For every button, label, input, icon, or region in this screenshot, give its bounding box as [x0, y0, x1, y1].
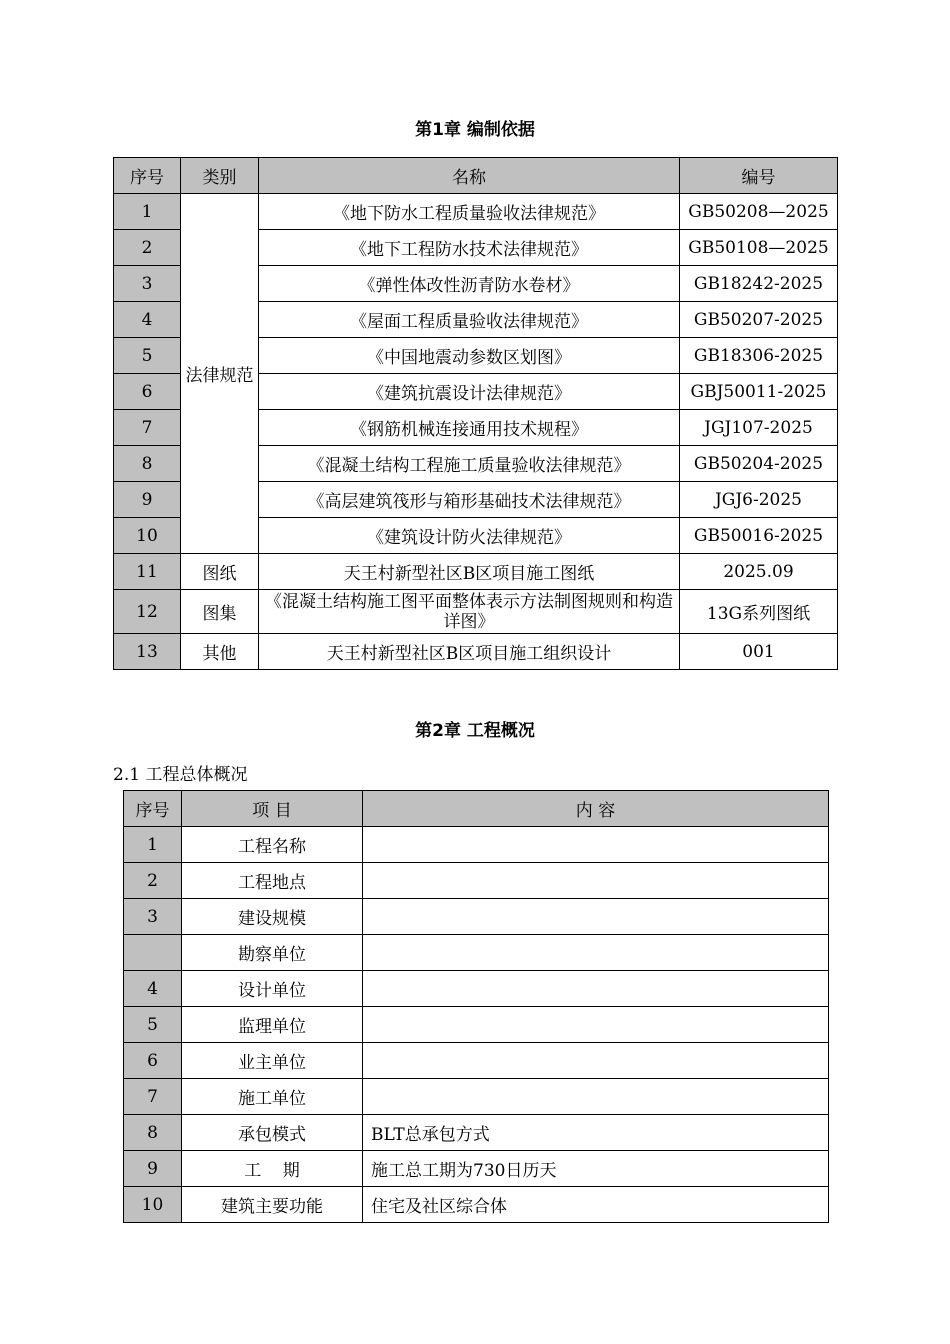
row-no: 10 [124, 1187, 182, 1223]
row-name: 《建筑设计防火法律规范》 [259, 518, 680, 554]
row-item: 勘察单位 [182, 935, 363, 971]
table-row [124, 1115, 829, 1151]
row-content: 施工总工期为730日历天 [363, 1151, 829, 1187]
row-content [363, 1043, 829, 1079]
row-code: JGJ107-2025 [680, 410, 838, 446]
row-name: 《混凝土结构工程施工质量验收法律规范》 [259, 446, 680, 482]
row-item: 业主单位 [182, 1043, 363, 1079]
row-code: GB50204-2025 [680, 446, 838, 482]
table-row [124, 863, 829, 899]
row-category: 图纸 [181, 554, 259, 590]
row-code: GB50016-2025 [680, 518, 838, 554]
row-content [363, 899, 829, 935]
row-no: 6 [124, 1043, 182, 1079]
header-category: 类别 [181, 158, 259, 194]
row-content: BLT总承包方式 [363, 1115, 829, 1151]
row-no: 9 [114, 482, 181, 518]
table-row [124, 1079, 829, 1115]
row-name: 《地下工程防水技术法律规范》 [259, 230, 680, 266]
row-content [363, 935, 829, 971]
overview-table-header [124, 791, 829, 827]
header-name: 名称 [259, 158, 680, 194]
table-row [124, 1187, 829, 1223]
row-item: 建筑主要功能 [182, 1187, 363, 1223]
row-content [363, 971, 829, 1007]
row-item: 监理单位 [182, 1007, 363, 1043]
row-no: 3 [124, 899, 182, 935]
table-row [124, 935, 829, 971]
row-no: 13 [114, 634, 181, 670]
row-no: 10 [114, 518, 181, 554]
row-code: GB50108—2025 [680, 230, 838, 266]
row-content [363, 827, 829, 863]
table-row [124, 827, 829, 863]
table-row [114, 194, 838, 230]
row-code: GB18242-2025 [680, 266, 838, 302]
row-code: GB50207-2025 [680, 302, 838, 338]
row-content [363, 1079, 829, 1115]
row-name: 《屋面工程质量验收法律规范》 [259, 302, 680, 338]
row-no: 8 [114, 446, 181, 482]
row-name: 天王村新型社区B区项目施工组织设计 [259, 634, 680, 670]
table-row [124, 1007, 829, 1043]
overview-table [123, 790, 829, 1223]
table-row [124, 971, 829, 1007]
row-content: 住宅及社区综合体 [363, 1187, 829, 1223]
row-no: 11 [114, 554, 181, 590]
row-item: 设计单位 [182, 971, 363, 1007]
row-no: 8 [124, 1115, 182, 1151]
row-no: 1 [124, 827, 182, 863]
row-item: 施工单位 [182, 1079, 363, 1115]
row-no: 2 [114, 230, 181, 266]
row-code: GB50208—2025 [680, 194, 838, 230]
row-item: 工 期 [182, 1151, 363, 1187]
header-content: 内 容 [363, 791, 829, 827]
row-no: 1 [114, 194, 181, 230]
table-row [124, 1043, 829, 1079]
basis-table [113, 157, 838, 670]
row-name: 《建筑抗震设计法律规范》 [259, 374, 680, 410]
row-code: 13G系列图纸 [680, 590, 838, 634]
row-item: 承包模式 [182, 1115, 363, 1151]
row-name: 《中国地震动参数区划图》 [259, 338, 680, 374]
row-item: 建设规模 [182, 899, 363, 935]
row-no: 4 [114, 302, 181, 338]
table-row [114, 554, 838, 590]
row-name: 《混凝土结构施工图平面整体表示方法制图规则和构造详图》 [259, 590, 680, 634]
row-name: 天王村新型社区B区项目施工图纸 [259, 554, 680, 590]
row-no: 3 [114, 266, 181, 302]
row-no: 7 [114, 410, 181, 446]
section-title: 2.1 工程总体概况 [113, 765, 248, 785]
table-row [114, 634, 838, 670]
header-code: 编号 [680, 158, 838, 194]
row-code: GB18306-2025 [680, 338, 838, 374]
row-name: 《弹性体改性沥青防水卷材》 [259, 266, 680, 302]
row-code: 2025.09 [680, 554, 838, 590]
row-no: 12 [114, 590, 181, 634]
category-law: 法律规范 [181, 194, 259, 554]
row-no [124, 935, 182, 971]
row-name: 《钢筋机械连接通用技术规程》 [259, 410, 680, 446]
row-category: 其他 [181, 634, 259, 670]
row-no: 5 [124, 1007, 182, 1043]
row-no: 6 [114, 374, 181, 410]
header-no: 序号 [114, 158, 181, 194]
row-name: 《高层建筑筏形与箱形基础技术法律规范》 [259, 482, 680, 518]
row-item: 工程名称 [182, 827, 363, 863]
row-category: 图集 [181, 590, 259, 634]
row-no: 9 [124, 1151, 182, 1187]
table-row [124, 899, 829, 935]
table-row [124, 1151, 829, 1187]
header-item: 项 目 [182, 791, 363, 827]
row-no: 4 [124, 971, 182, 1007]
chapter2-title: 第2章 工程概况 [415, 721, 535, 741]
row-no: 5 [114, 338, 181, 374]
row-content [363, 1007, 829, 1043]
table-row [114, 590, 838, 634]
row-code: JGJ6-2025 [680, 482, 838, 518]
row-no: 2 [124, 863, 182, 899]
row-code: 001 [680, 634, 838, 670]
row-item: 工程地点 [182, 863, 363, 899]
row-content [363, 863, 829, 899]
row-no: 7 [124, 1079, 182, 1115]
basis-table-header [114, 158, 838, 194]
row-code: GBJ50011-2025 [680, 374, 838, 410]
header-no: 序号 [124, 791, 182, 827]
row-name: 《地下防水工程质量验收法律规范》 [259, 194, 680, 230]
chapter1-title: 第1章 编制依据 [415, 120, 535, 140]
